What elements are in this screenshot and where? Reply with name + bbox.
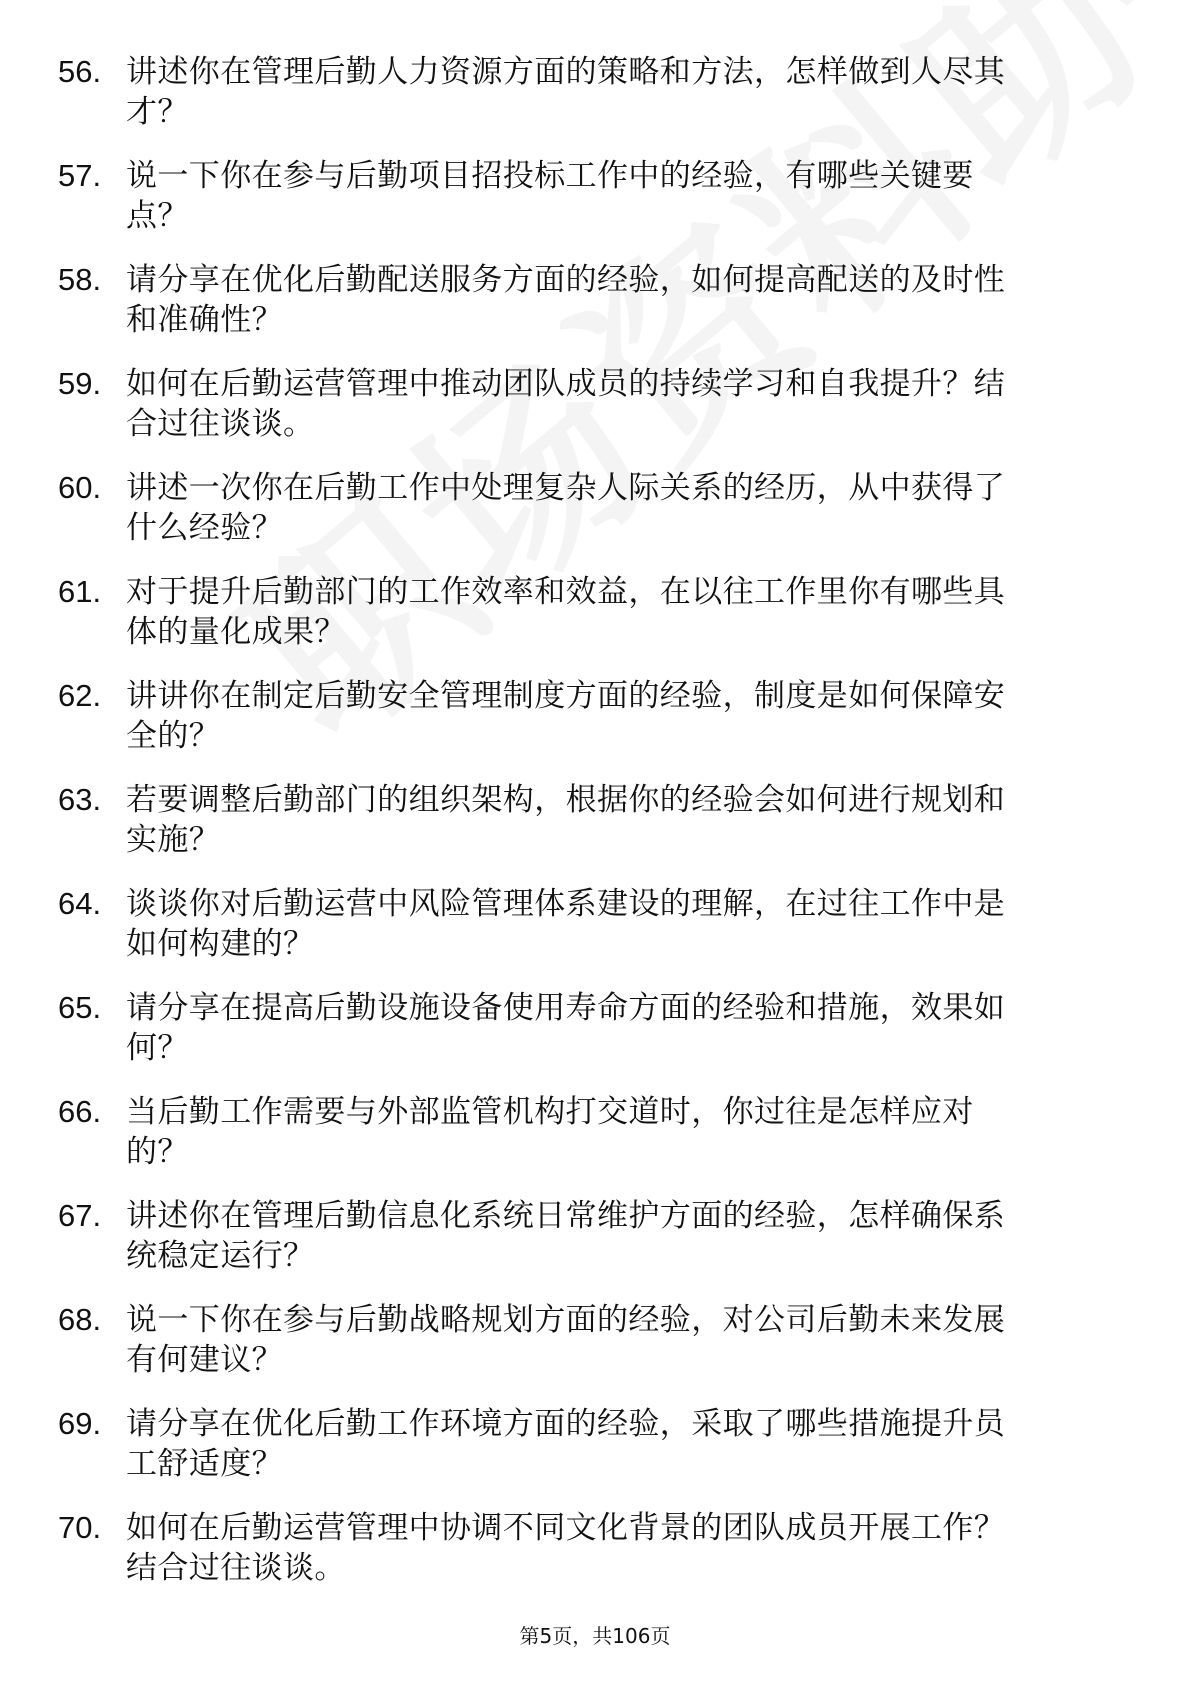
question-text-line1: 说一下你在参与后勤战略规划方面的经验，对公司后勤未来发展 bbox=[126, 1302, 1006, 1338]
question-number: 66. bbox=[58, 1094, 102, 1129]
question-item bbox=[58, 156, 1118, 260]
question-text-line2: 工舒适度？ bbox=[126, 1446, 283, 1482]
question-item bbox=[58, 260, 1118, 364]
question-number: 70. bbox=[58, 1510, 102, 1545]
question-item bbox=[58, 364, 1118, 468]
question-item bbox=[58, 676, 1118, 780]
question-text-line1: 讲述你在管理后勤信息化系统日常维护方面的经验，怎样确保系 bbox=[126, 1198, 1006, 1234]
question-text-line2: 全的？ bbox=[126, 718, 221, 754]
question-number: 67. bbox=[58, 1198, 102, 1233]
question-item bbox=[58, 1508, 1118, 1612]
question-text-line1: 请分享在优化后勤工作环境方面的经验，采取了哪些措施提升员 bbox=[126, 1406, 1006, 1442]
question-text-line1: 讲述你在管理后勤人力资源方面的策略和方法，怎样做到人尽其 bbox=[126, 54, 1006, 90]
question-text-line1: 当后勤工作需要与外部监管机构打交道时，你过往是怎样应对 bbox=[126, 1094, 974, 1130]
question-text-line1: 讲讲你在制定后勤安全管理制度方面的经验，制度是如何保障安 bbox=[126, 678, 1006, 714]
question-item bbox=[58, 572, 1118, 676]
question-number: 61. bbox=[58, 574, 102, 609]
question-text-line2: 统稳定运行？ bbox=[126, 1238, 315, 1274]
question-number: 63. bbox=[58, 782, 102, 817]
question-text-line1: 说一下你在参与后勤项目招投标工作中的经验，有哪些关键要 bbox=[126, 158, 974, 194]
question-text-line2: 结合过往谈谈。 bbox=[126, 1550, 346, 1586]
question-item bbox=[58, 1300, 1118, 1404]
question-item bbox=[58, 468, 1118, 572]
question-text-line1: 如何在后勤运营管理中推动团队成员的持续学习和自我提升？结 bbox=[126, 366, 1006, 402]
question-text-line1: 请分享在提高后勤设施设备使用寿命方面的经验和措施，效果如 bbox=[126, 990, 1006, 1026]
question-text-line1: 对于提升后勤部门的工作效率和效益，在以往工作里你有哪些具 bbox=[126, 574, 1006, 610]
question-number: 65. bbox=[58, 990, 102, 1025]
question-number: 57. bbox=[58, 158, 102, 193]
question-number: 64. bbox=[58, 886, 102, 921]
question-text-line2: 什么经验？ bbox=[126, 510, 283, 546]
question-text-line1: 讲述一次你在后勤工作中处理复杂人际关系的经历，从中获得了 bbox=[126, 470, 1006, 506]
question-text-line2: 何？ bbox=[126, 1030, 189, 1066]
question-item bbox=[58, 988, 1118, 1092]
question-text-line2: 体的量化成果？ bbox=[126, 614, 346, 650]
question-number: 62. bbox=[58, 678, 102, 713]
question-item bbox=[58, 52, 1118, 156]
question-number: 69. bbox=[58, 1406, 102, 1441]
question-text-line2: 和准确性？ bbox=[126, 302, 283, 338]
question-text-line1: 谈谈你对后勤运营中风险管理体系建设的理解，在过往工作中是 bbox=[126, 886, 1006, 922]
question-text-line2: 如何构建的？ bbox=[126, 926, 315, 962]
question-list bbox=[58, 52, 1118, 1612]
question-item bbox=[58, 1092, 1118, 1196]
question-text-line2: 实施？ bbox=[126, 822, 221, 858]
question-text-line1: 若要调整后勤部门的组织架构，根据你的经验会如何进行规划和 bbox=[126, 782, 1006, 818]
question-text-line1: 如何在后勤运营管理中协调不同文化背景的团队成员开展工作？ bbox=[126, 1510, 1006, 1546]
question-number: 59. bbox=[58, 366, 102, 401]
question-number: 68. bbox=[58, 1302, 102, 1337]
page-footer: 第5页，共106页 bbox=[519, 1624, 671, 1648]
question-number: 60. bbox=[58, 470, 102, 505]
question-number: 58. bbox=[58, 262, 102, 297]
question-text-line2: 合过往谈谈。 bbox=[126, 406, 315, 442]
question-number: 56. bbox=[58, 54, 102, 89]
question-text-line2: 的？ bbox=[126, 1134, 189, 1170]
question-text-line2: 才？ bbox=[126, 94, 189, 130]
question-text-line2: 点？ bbox=[126, 198, 189, 234]
question-item bbox=[58, 780, 1118, 884]
question-text-line1: 请分享在优化后勤配送服务方面的经验，如何提高配送的及时性 bbox=[126, 262, 1006, 298]
question-item bbox=[58, 1196, 1118, 1300]
question-item bbox=[58, 1404, 1118, 1508]
question-item bbox=[58, 884, 1118, 988]
question-text-line2: 有何建议？ bbox=[126, 1342, 283, 1378]
